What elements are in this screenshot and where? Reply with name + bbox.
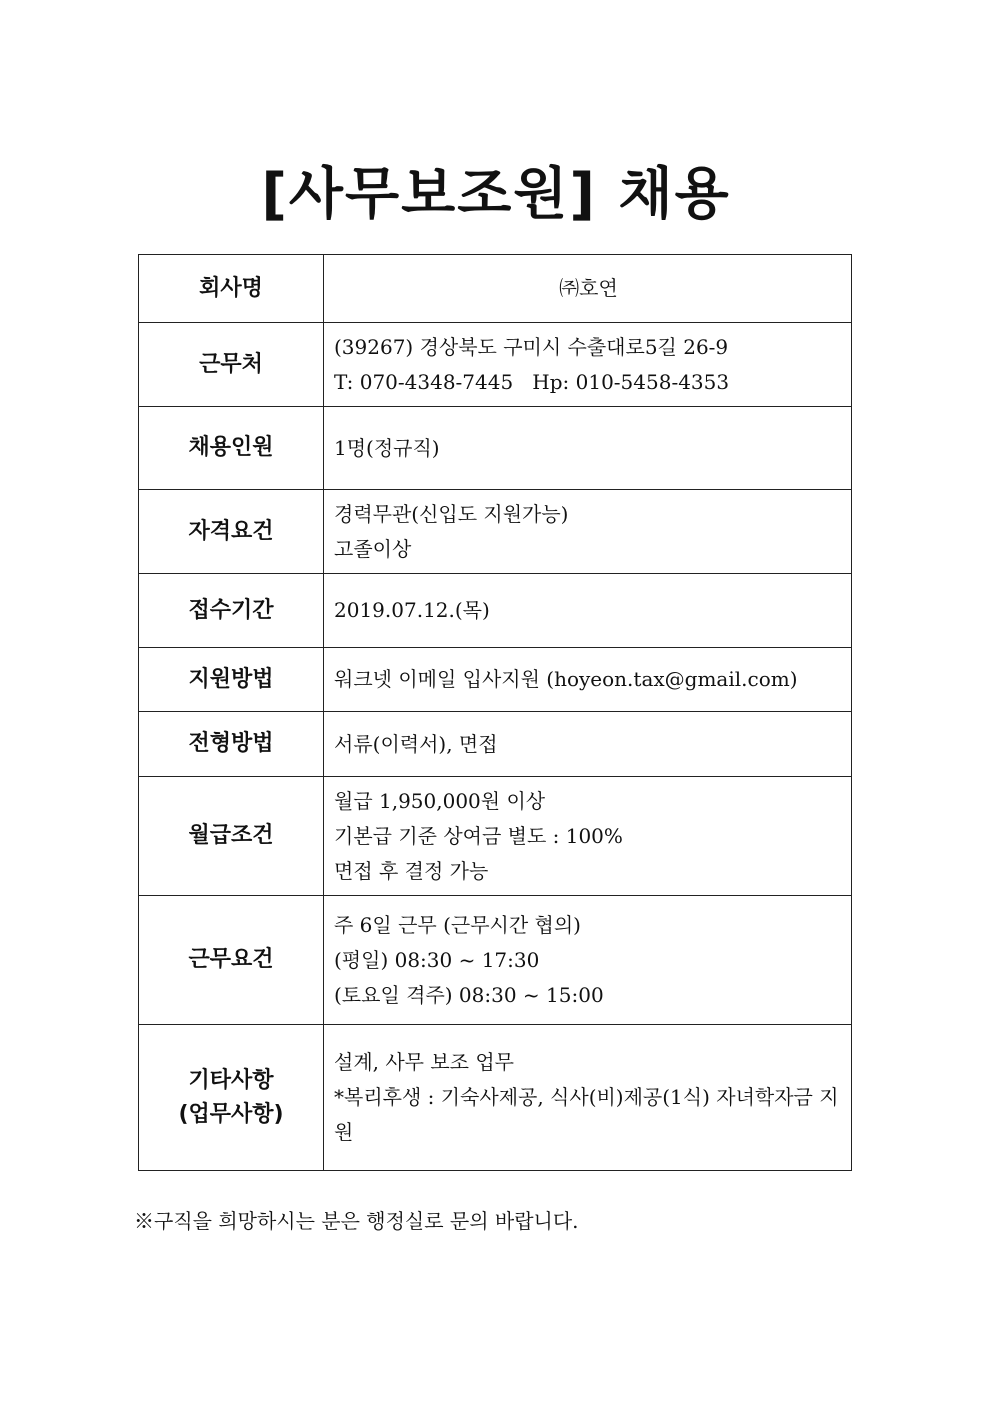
row-value-headcount <box>324 407 852 490</box>
value-line: 1명(정규직) <box>334 435 440 460</box>
table-row <box>139 490 852 574</box>
value-line: *복리후생 : 기숙사제공, 식사(비)제공(1식) 자녀학자금 지원 <box>334 1085 839 1144</box>
value-line: (39267) 경상북도 구미시 수출대로5길 26-9 <box>334 334 729 359</box>
value-line: (토요일 격주) 08:30 ~ 15:00 <box>334 982 604 1007</box>
table-row <box>139 712 852 777</box>
value-line: 월급 1,950,000원 이상 <box>334 788 546 813</box>
row-value-workplace <box>324 323 852 407</box>
row-label-company: 회사명 <box>139 255 324 323</box>
value-line: 기본급 기준 상여금 별도 : 100% <box>334 823 623 848</box>
row-value-qualification <box>324 490 852 574</box>
value-line: 경력무관(신입도 지원가능) <box>334 501 569 526</box>
row-label-other <box>139 1025 324 1171</box>
row-value-working-conditions <box>324 896 852 1025</box>
row-value-company <box>324 255 852 323</box>
table-row <box>139 777 852 896</box>
row-value-selection-method <box>324 712 852 777</box>
table-row <box>139 648 852 712</box>
table-row <box>139 323 852 407</box>
value-line: 설계, 사무 보조 업무 <box>334 1050 514 1074</box>
row-label-qualification: 자격요건 <box>139 490 324 574</box>
page-title: [사무보조원] 채용 <box>261 162 731 227</box>
table-row <box>139 574 852 648</box>
value-line: ㈜호연 <box>559 276 618 300</box>
job-info-table <box>138 254 852 1171</box>
label-line: (업무사항) <box>178 1101 284 1127</box>
row-label-headcount: 채용인원 <box>139 407 324 490</box>
row-label-application-method: 지원방법 <box>139 648 324 712</box>
value-line: 주 6일 근무 (근무시간 협의) <box>334 912 581 937</box>
value-line: T: 070-4348-7445 Hp: 010-5458-4353 <box>334 369 730 394</box>
label-line: 기타사항 <box>188 1067 274 1093</box>
footer-note: ※구직을 희망하시는 분은 행정실로 문의 바랍니다. <box>134 1209 579 1233</box>
row-label-working-conditions: 근무요건 <box>139 896 324 1025</box>
value-line: 고졸이상 <box>334 536 412 561</box>
row-label-selection-method: 전형방법 <box>139 712 324 777</box>
table-row <box>139 407 852 490</box>
value-line: 면접 후 결정 가능 <box>334 858 489 883</box>
row-value-application-method <box>324 648 852 712</box>
table-row <box>139 1025 852 1171</box>
table-row <box>139 255 852 323</box>
table-row <box>139 896 852 1025</box>
row-label-application-period: 접수기간 <box>139 574 324 648</box>
row-value-application-period <box>324 574 852 648</box>
value-line: 서류(이력서), 면접 <box>334 731 498 756</box>
row-label-workplace: 근무처 <box>139 323 324 407</box>
value-line: 워크넷 이메일 입사지원 (hoyeon.tax@gmail.com) <box>334 667 798 691</box>
row-value-other <box>324 1025 852 1171</box>
value-line: (평일) 08:30 ~ 17:30 <box>334 947 540 972</box>
value-line: 2019.07.12.(목) <box>334 598 490 622</box>
row-label-salary: 월급조건 <box>139 777 324 896</box>
row-value-salary <box>324 777 852 896</box>
